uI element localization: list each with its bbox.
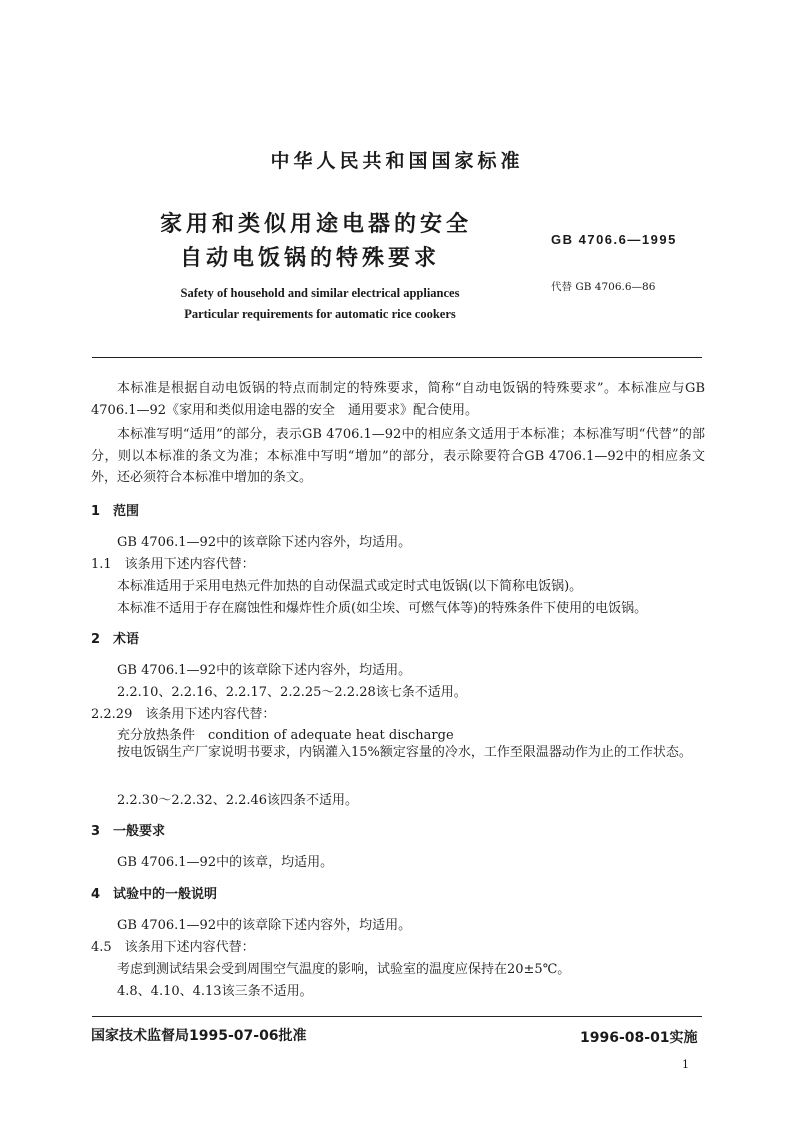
section-2-heading: 2 术语 xyxy=(91,632,140,647)
section-1-heading: 1 范围 xyxy=(91,504,140,519)
effective-date: 1996-08-01实施 xyxy=(580,1030,698,1046)
title-zh-line-1: 家用和类似用途电器的安全 xyxy=(160,212,473,237)
title-en-line-1: Safety of household and similar electrical appliances xyxy=(180,286,460,300)
national-standard-heading: 中华人民共和国国家标准 xyxy=(270,150,524,172)
header-divider xyxy=(92,357,702,358)
title-en-line-2: Particular requirements for automatic rice cookers xyxy=(184,307,456,321)
page-number: 1 xyxy=(682,1058,689,1071)
approval-date: 国家技术监督局1995-07-06批准 xyxy=(91,1028,307,1044)
section-4-heading: 4 试验中的一般说明 xyxy=(91,887,218,902)
section-2-line: 2.2.30～2.2.32、2.2.46该四条不适用。 xyxy=(117,793,359,808)
intro-paragraph-2: 本标准写明“适用”的部分，表示GB 4706.1—92中的相应条文适用于本标准；本标准写明“代替”的部分，则以本标准的条文为准；本标准中写明“增加”的部分，表示除要符合GB 4706.1—92中的相应条文外，还必须符合本标准中增加的条文。 xyxy=(91,427,705,485)
clause-2-2-29: 2.2.29 该条用下述内容代替： xyxy=(91,707,276,722)
clause-4-5: 4.5 该条用下述内容代替： xyxy=(91,940,255,955)
section-2-line: 2.2.10、2.2.16、2.2.17、2.2.25～2.2.28该七条不适用。 xyxy=(117,685,467,700)
section-2-line: GB 4706.1—92中的该章除下述内容外，均适用。 xyxy=(117,663,412,678)
section-1-line: GB 4706.1—92中的该章除下述内容外，均适用。 xyxy=(117,535,412,550)
intro-paragraph-1: 本标准是根据自动电饭锅的特点而制定的特殊要求，简称“自动电饭锅的特殊要求”。本标准应与GB 4706.1—92《家用和类似用途电器的安全 通用要求》配合使用。 xyxy=(91,381,705,418)
section-2-paragraph: 按电饭锅生产厂家说明书要求，内锅灌入15%额定容量的冷水，工作至限温器动作为止的工作状态。 xyxy=(117,745,692,760)
clause-1-1: 1.1 该条用下述内容代替： xyxy=(91,557,255,572)
footer-divider xyxy=(92,1016,702,1017)
section-3-heading: 3 一般要求 xyxy=(91,824,166,839)
section-1-line: 本标准不适用于存在腐蚀性和爆炸性介质(如尘埃、可燃气体等)的特殊条件下使用的电饭锅。 xyxy=(117,601,648,616)
section-3-line: GB 4706.1—92中的该章，均适用。 xyxy=(117,855,334,870)
term-definition: 充分放热条件 condition of adequate heat discharge xyxy=(117,728,454,743)
section-1-line: 本标准适用于采用电热元件加热的自动保温式或定时式电饭锅(以下简称电饭锅)。 xyxy=(117,579,583,594)
section-4-line: 4.8、4.10、4.13该三条不适用。 xyxy=(117,984,313,999)
title-zh-line-2: 自动电饭锅的特殊要求 xyxy=(179,246,440,271)
section-4-line: GB 4706.1—92中的该章除下述内容外，均适用。 xyxy=(117,918,412,933)
section-4-line: 考虑到测试结果会受到周围空气温度的影响，试验室的温度应保持在20±5℃。 xyxy=(117,962,571,977)
replaces-standard: 代替 GB 4706.6—86 xyxy=(551,281,656,293)
standard-number: GB 4706.6—1995 xyxy=(551,232,677,247)
